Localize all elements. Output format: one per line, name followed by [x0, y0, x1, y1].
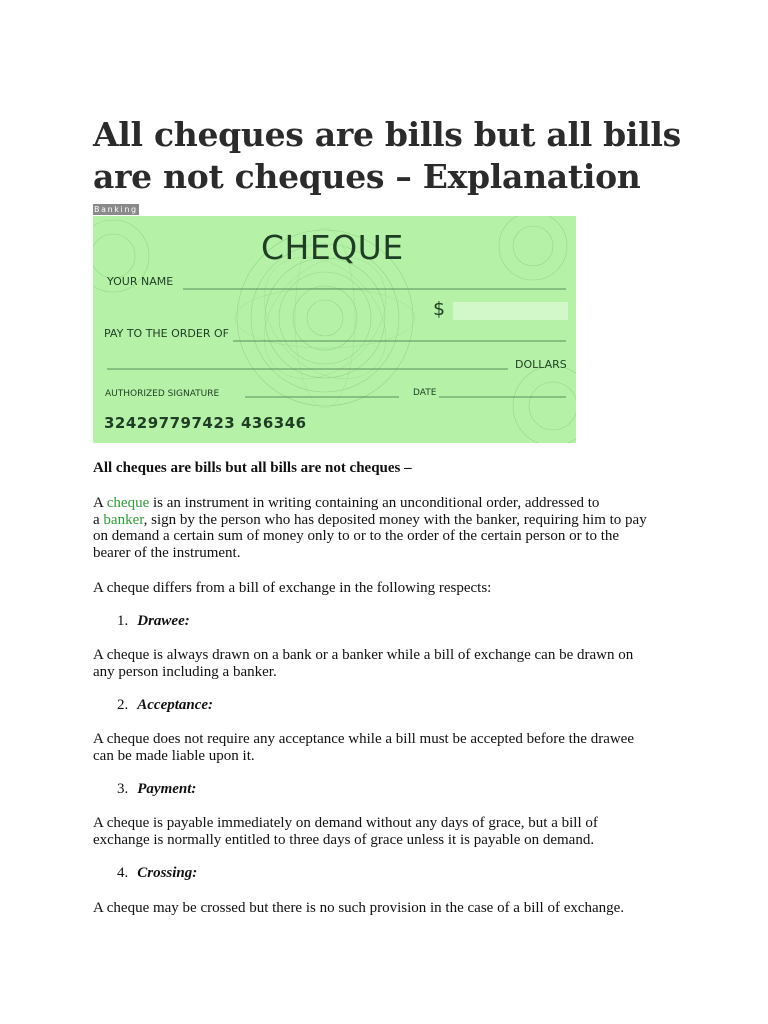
cheque-signature-label: AUTHORIZED SIGNATURE	[105, 389, 220, 399]
point-paragraph	[93, 731, 693, 764]
point-paragraph	[93, 815, 693, 848]
cheque-dollars-label: DOLLARS	[515, 358, 567, 371]
cheque-pay-to-label: PAY TO THE ORDER OF	[104, 327, 229, 340]
intro-text: bearer of the instrument.	[93, 544, 241, 561]
list-item	[117, 613, 190, 630]
cheque-image	[93, 216, 576, 443]
article-title: All cheques are bills but all bills are not cheques – Explanation	[93, 115, 681, 196]
point-line: A cheque may be crossed but there is no such provision in the case of a bill of exchange.	[93, 900, 625, 916]
point-line: A cheque does not require any acceptance while a bill must be accepted before the drawee	[93, 731, 634, 747]
list-title: Payment:	[137, 781, 197, 797]
list-number: 2.	[117, 697, 129, 713]
cheque-heading: CHEQUE	[261, 228, 404, 267]
intro-text: on demand a certain sum of money only to or to the order of the certain person or to the	[93, 528, 620, 544]
intro-text: a	[93, 511, 104, 528]
intro-text: A	[93, 495, 107, 511]
point-paragraph	[93, 900, 693, 917]
category-tag[interactable]: Banking	[94, 205, 138, 214]
list-title: Drawee:	[137, 613, 190, 629]
list-number: 4.	[117, 865, 129, 881]
cheque-dollar-sign: $	[433, 298, 446, 320]
cheque-numbers: 324297797423 436346	[104, 414, 307, 432]
banker-link[interactable]: banker	[103, 511, 144, 528]
point-line: A cheque is always drawn on a bank or a banker while a bill of exchange can be drawn on	[93, 647, 634, 663]
list-number: 3.	[117, 781, 129, 797]
list-number: 1.	[117, 613, 129, 629]
cheque-your-name-label: YOUR NAME	[107, 275, 174, 288]
content-subheading: All cheques are bills but all bills are not cheques –	[93, 460, 412, 476]
cheque-link[interactable]: cheque	[106, 495, 150, 511]
list-item	[117, 781, 196, 798]
list-title: Acceptance:	[137, 697, 214, 713]
intro-paragraph	[93, 495, 693, 561]
point-line: exchange is normally entitled to three days of grace unless it is payable on demand.	[93, 831, 595, 848]
list-item	[117, 865, 197, 882]
list-title: Crossing:	[137, 865, 198, 881]
cheque-date-label: DATE	[413, 388, 437, 398]
point-line: can be made liable upon it.	[93, 747, 255, 764]
differs-paragraph: A cheque differs from a bill of exchange in the following respects:	[93, 580, 492, 596]
intro-text: is an instrument in writing containing an unconditional order, addressed to	[149, 495, 600, 511]
intro-text: , sign by the person who has deposited money with the banker, requiring him to pay	[143, 511, 647, 528]
list-item	[117, 697, 213, 714]
point-line: any person including a banker.	[93, 663, 277, 680]
point-line: A cheque is payable immediately on demand without any days of grace, but a bill of	[93, 815, 598, 831]
point-paragraph	[93, 647, 693, 680]
